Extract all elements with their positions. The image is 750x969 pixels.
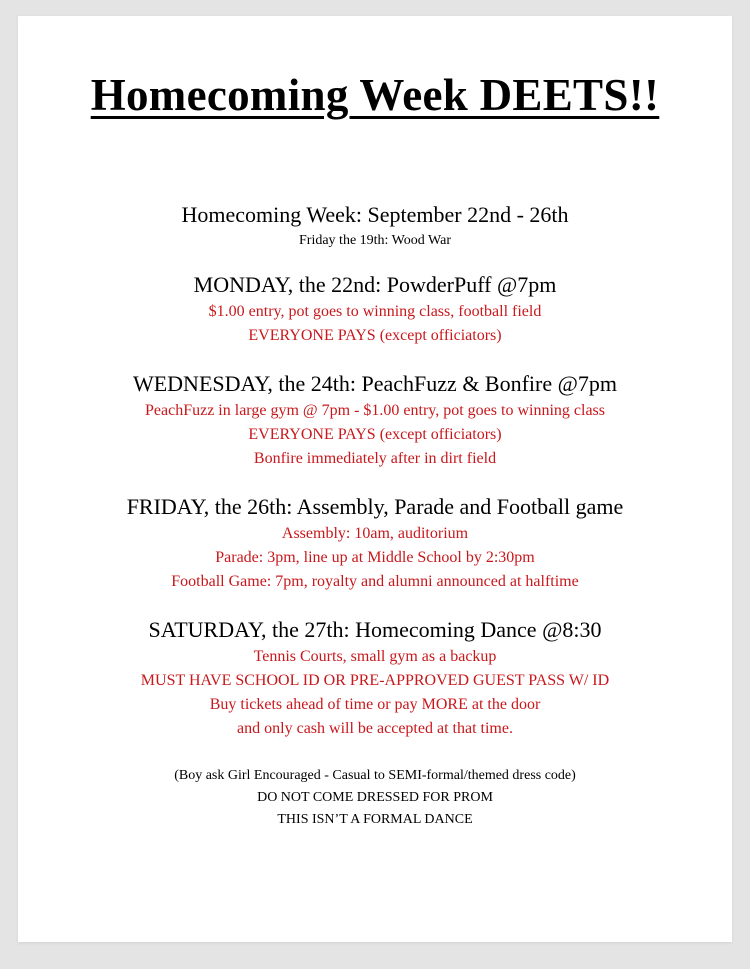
event-monday <box>18 270 732 348</box>
flyer-title: Homecoming Week DEETS!! <box>90 70 660 120</box>
event-detail: Buy tickets ahead of time or pay MORE at the door <box>209 696 541 713</box>
event-heading: WEDNESDAY, the 24th: PeachFuzz & Bonfire @7pm <box>132 371 618 396</box>
event-detail: $1.00 entry, pot goes to winning class, football field <box>208 303 542 320</box>
event-detail: and only cash will be accepted at that time. <box>237 720 513 737</box>
event-detail: Parade: 3pm, line up at Middle School by 2:30pm <box>215 549 535 566</box>
week-dates-heading: Homecoming Week: September 22nd - 26th <box>181 202 569 227</box>
event-heading: SATURDAY, the 27th: Homecoming Dance @8:30 <box>148 617 602 642</box>
event-detail: MUST HAVE SCHOOL ID OR PRE-APPROVED GUEST PASS W/ ID <box>140 672 610 689</box>
dress-code-note: (Boy ask Girl Encouraged - Casual to SEMI-formal/themed dress code) <box>174 768 576 783</box>
event-detail: Football Game: 7pm, royalty and alumni announced at halftime <box>171 573 579 590</box>
flyer-content <box>18 200 732 831</box>
event-wednesday <box>18 369 732 471</box>
intro-section <box>18 200 732 252</box>
flyer-page <box>18 16 732 942</box>
event-detail: PeachFuzz in large gym @ 7pm - $1.00 entry, pot goes to winning class <box>145 402 605 419</box>
event-detail: EVERYONE PAYS (except officiators) <box>248 327 502 344</box>
formal-warning: THIS ISN’T A FORMAL DANCE <box>277 812 473 827</box>
dress-code-notes <box>18 765 732 831</box>
event-friday <box>18 492 732 594</box>
event-detail: Assembly: 10am, auditorium <box>281 525 469 542</box>
event-detail: EVERYONE PAYS (except officiators) <box>248 426 502 443</box>
prom-warning: DO NOT COME DRESSED FOR PROM <box>257 790 493 805</box>
event-heading: FRIDAY, the 26th: Assembly, Parade and Football game <box>126 494 624 519</box>
event-detail: Tennis Courts, small gym as a backup <box>253 648 497 665</box>
event-detail: Bonfire immediately after in dirt field <box>253 450 497 467</box>
wood-war-note: Friday the 19th: Wood War <box>299 233 451 248</box>
event-heading: MONDAY, the 22nd: PowderPuff @7pm <box>193 272 557 297</box>
event-saturday <box>18 615 732 741</box>
